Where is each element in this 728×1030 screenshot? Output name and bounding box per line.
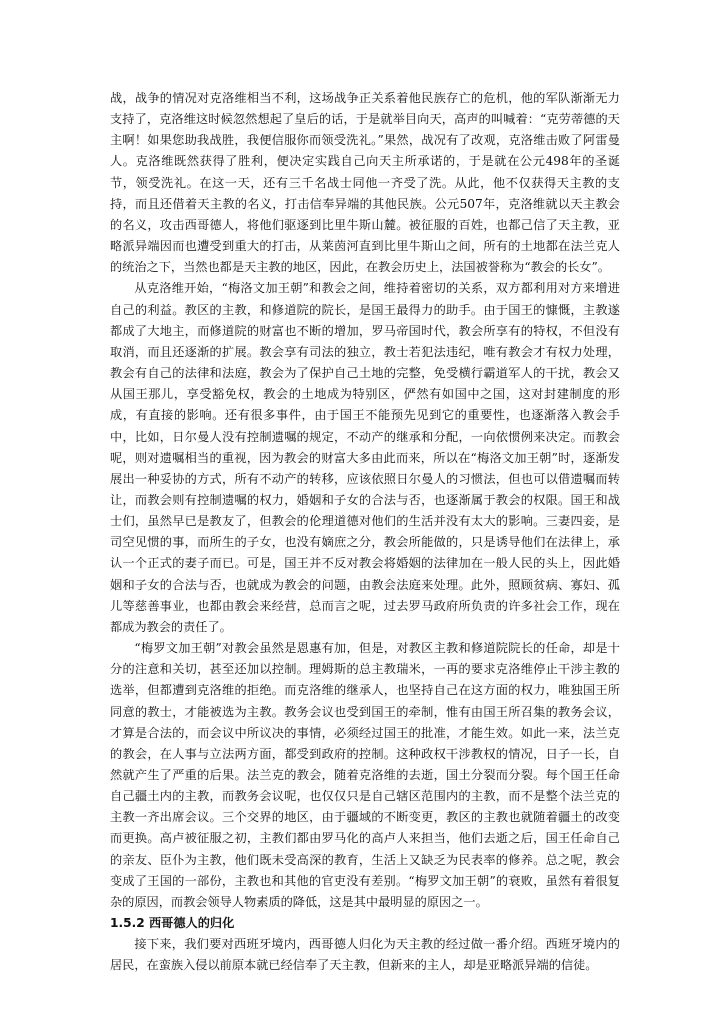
document-page (110, 88, 620, 977)
section-heading-visigoth-conversion: 1.5.2 西哥德人的归化 (110, 916, 235, 931)
paragraph-merovingian-church-relations: 从克洛维开始，“梅洛文加王朝”和教会之间，维持着密切的关系，双方都利用对方来增进自己的利益。教区的主教，和修道院的院长，是国王最得力的助手。由于国王的慷慨，主教遂都成了大地主，而修道院的财富也不断的增加，罗马帝国时代，教会所享有的特权，不但没有取消，而且还逐渐的扩展。教会享有司法的独立，教士若犯法违纪，唯有教会才有权力处理，教会有自己的法律和法庭，教会为了保护自己土地的完整，免受横行霸道军人的干扰，教会又从国王那儿，享受豁免权，教会的土地成为特别区，俨然有如国中之国，这对封建制度的形成，有直接的影响。还有很多事件，由于国王不能预先见到它的重要性，也逐渐落入教会手中，比如，日尔曼人没有控制遗嘱的规定，不动产的继承和分配，一向依惯例来决定。而教会呢，则对遗嘱相当的重视，因为教会的财富大多由此而来，所以在“梅洛文加王朝”时，逐渐发展出一种妥协的方式，所有不动产的转移，应该依照日尔曼人的习惯法，但也可以借遗嘱而转让，而教会则有控制遗嘱的权力，婚姻和子女的合法与否，也逐渐属于教会的权限。国王和战士们，虽然早已是教友了，但教会的伦理道德对他们的生活并没有太大的影响。三妻四妾，是司空见惯的事，而所生的子女，也没有嫡庶之分，教会所能做的，只是诱导他们在法律上，承认一个正式的妻子而已。可是，国王并不反对教会将婚姻的法律加在一般人民的头上，因此婚姻和子女的合法与否，也就成为教会的问题，由教会法庭来处理。此外，照顾贫病、寡妇、孤儿等慈善事业，也都由教会来经营，总而言之呢，过去罗马政府所负责的许多社会工作，现在都成为教会的责任了。 (110, 281, 620, 634)
paragraph-bishop-appointments: “梅罗文加王朝”对教会虽然是恩惠有加，但是，对教区主教和修道院院长的任命，却是十分的注意和关切，甚至还加以控制。理姆斯的总主教瑞米，一再的要求克洛维停止干涉主教的选举，但都遭到克洛维的拒绝。而克洛维的继承人，也坚持自己在这方面的权力，唯独国王所同意的教士，才能被选为主教。教务会议也受到国王的牵制，惟有由国王所召集的教务会议，才算是合法的，而会议中所议决的事情，必须经过国王的批准，才能生效。如此一来，法兰克的教会，在人事与立法两方面，都受到政府的控制。这种政权干涉教权的情况，日子一长，自然就产生了严重的后果。法兰克的教会，随着克洛维的去逝，国土分裂而分裂。每个国王任命自己疆土内的主教，而教务会议呢，也仅仅只是自己辖区范围内的主教，而不是整个法兰克的主教一齐出席会议。三个交界的地区，由于疆域的不断变更，教区的主教也就随着疆土的改变而更换。高卢被征服之初，主教们都由罗马化的高卢人来担当，他们去逝之后，国王任命自己的亲友、臣仆为主教，他们既未受高深的教育，生活上又缺乏为民表率的修养。总之呢，教会变成了王国的一部份，主教也和其他的官吏没有差别。“梅罗文加王朝”的衰败，虽然有着很复杂的原因，而教会领导人物素质的降低，这是其中最明显的原因之一。 (110, 641, 620, 909)
paragraph-clovis-baptism: 战，战争的情况对克洛维相当不利，这场战争正关系着他民族存亡的危机，他的军队渐渐无力支持了，克洛维这时候忽然想起了皇后的话，于是就举目向天，高声的叫喊着：“克劳蒂德的天主啊！如果您助我战胜，我便信服你而领受洗礼。”果然，战况有了改观，克洛维击败了阿雷曼人。克洛维既然获得了胜利，便决定实践自己向天主所承诺的，于是就在公元498年的圣诞节，领受洗礼。在这一天，还有三千名战士同他一齐受了洗。从此，他不仅获得天主教的支持，而且还借着天主教的名义，打击信奉异端的其他民族。公元507年，克洛维就以天主教会的名义，攻击西哥德人，将他们驱逐到比里牛斯山麓。被征服的百姓，也都己信了天主教，亚略派异端因而也遭受到重大的打击，从莱茵河直到比里牛斯山之间，所有的土地都在法兰克人的统治之下，当然也都是天主教的地区，因此，在教会历史上，法国被誉称为“教会的长女”。 (110, 91, 620, 275)
paragraph-visigoth-intro: 接下来，我们要对西班牙境内，西哥德人归化为天主教的经过做一番介绍。西班牙境内的居民，在蛮族入侵以前原本就已经信奉了天主教，但新来的主人，却是亚略派异端的信徒。 (110, 937, 620, 973)
